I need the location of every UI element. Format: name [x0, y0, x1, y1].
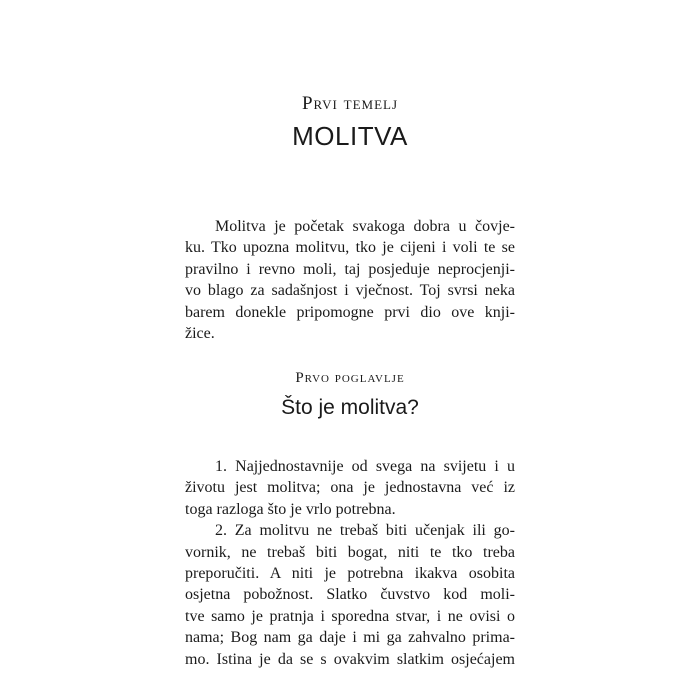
part-title: MOLITVA: [292, 121, 408, 151]
body-line: preporučiti. A niti je potrebna ikakva osobita: [185, 564, 515, 582]
intro-paragraph: [185, 216, 515, 344]
body-line: vornik, ne trebaš biti bogat, niti te tko treba: [185, 543, 515, 561]
body-line: tve samo je pratnja i sporedna stvar, i ne ovisi o: [185, 607, 515, 625]
body-line: 2. Za molitvu ne trebaš biti učenjak ili go-: [215, 522, 515, 540]
intro-line: pravilno i revno moli, taj posjeduje neprocjenji-: [185, 260, 515, 278]
intro-line: ku. Tko upozna molitvu, tko je cijeni i voli te se: [185, 239, 515, 257]
body-line: mo. Istina je da se s ovakvim slatkim osjećajem: [185, 650, 515, 668]
body-line: 1. Najjednostavnije od svega na svijetu i u: [215, 458, 515, 475]
body-line: toga razloga što je vrlo potrebna.: [185, 500, 396, 518]
body-line: osjetna pobožnost. Slatko čuvstvo kod moli-: [185, 586, 515, 604]
chapter-label: Prvo poglavlje: [295, 370, 405, 386]
intro-line: barem donekle pripomogne prvi dio ove knji-: [185, 303, 515, 321]
intro-line: vo blago za sadašnjost i vječnost. Toj svrsi neka: [185, 282, 515, 300]
body-line: nama; Bog nam ga daje i mi ga zahvalno prima-: [185, 629, 515, 647]
intro-line: Molitva je početak svakoga dobra u čovje-: [215, 218, 515, 235]
chapter-title: Što je molitva?: [281, 396, 419, 419]
intro-line: žice.: [185, 324, 215, 342]
body-line: životu jest molitva; ona je jednostavna već iz: [185, 479, 515, 497]
part-label: Prvi temelj: [301, 93, 399, 114]
chapter-body: [185, 456, 515, 670]
